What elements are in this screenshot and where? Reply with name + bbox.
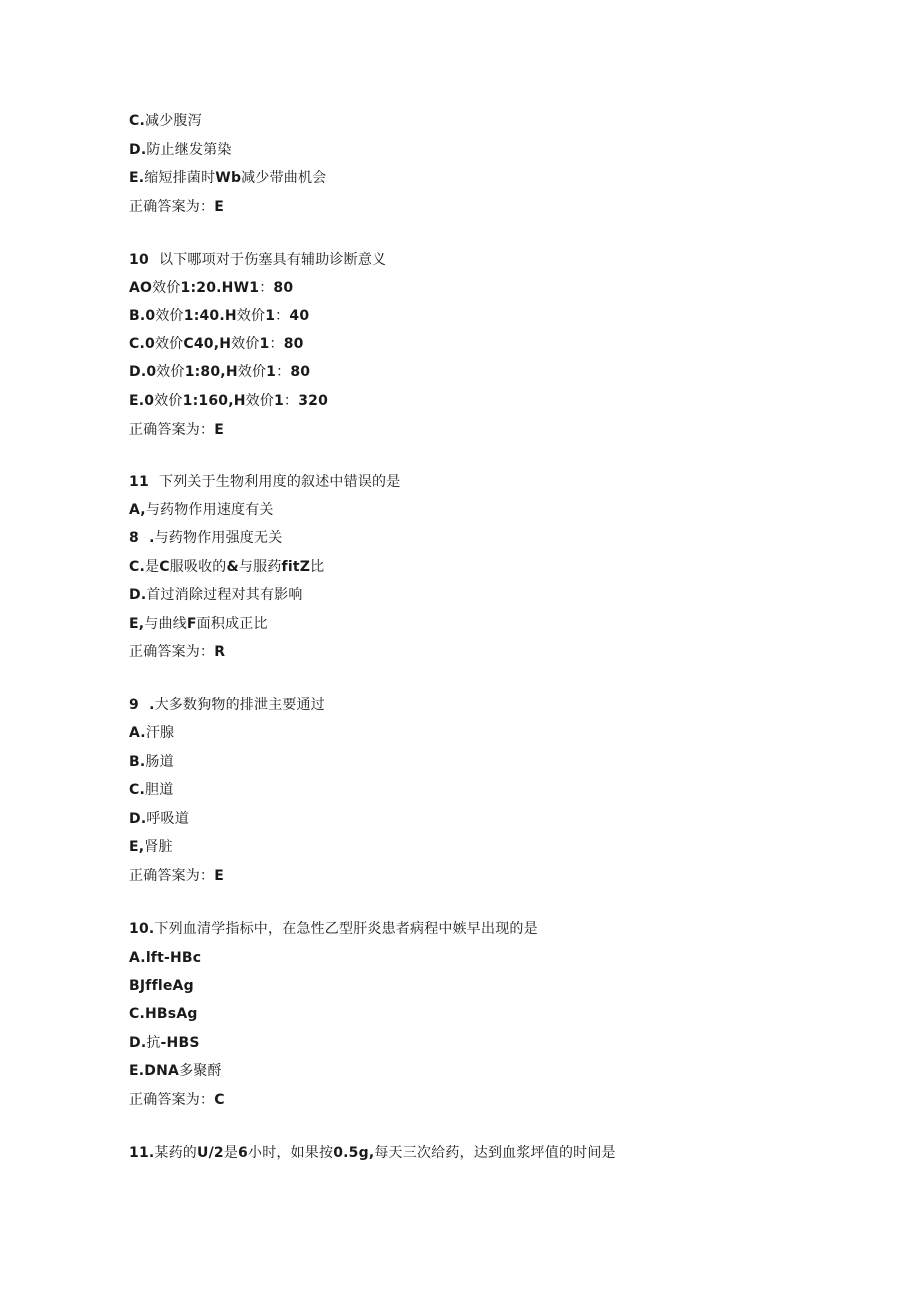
text-segment: Wb bbox=[215, 170, 242, 186]
text-segment: 比 bbox=[310, 559, 325, 575]
option-e bbox=[129, 837, 173, 857]
text-segment: D.0 bbox=[129, 364, 157, 380]
text-segment: BJffleAg bbox=[129, 978, 194, 994]
text-segment: 1:20.HW1 bbox=[180, 280, 260, 296]
text-segment: E bbox=[214, 199, 224, 215]
text-segment: 服吸收的 bbox=[169, 559, 227, 575]
text-segment: A.lft-HBc bbox=[129, 950, 202, 966]
text-segment: 是 bbox=[145, 559, 160, 575]
text-segment: 每天三次给药，达到血浆坪值的时间是 bbox=[374, 1145, 616, 1161]
text-segment: 80 bbox=[273, 280, 294, 296]
question-title bbox=[129, 1143, 616, 1163]
text-segment: 与曲线 bbox=[144, 616, 187, 632]
text-segment: 320 bbox=[298, 393, 329, 409]
text-segment: B.0 bbox=[129, 308, 156, 324]
option-a bbox=[129, 723, 174, 743]
text-segment: A. bbox=[129, 725, 146, 741]
text-segment: F bbox=[186, 616, 197, 632]
text-segment: E, bbox=[129, 616, 145, 632]
option-b bbox=[129, 976, 194, 996]
option-b bbox=[129, 528, 282, 548]
option-e bbox=[129, 391, 328, 411]
option-b bbox=[129, 306, 309, 326]
text-segment: 正确答案为： bbox=[129, 1092, 215, 1108]
answer-line bbox=[129, 197, 224, 217]
text-segment: D. bbox=[129, 811, 147, 827]
text-segment: 是 bbox=[223, 1145, 239, 1161]
text-segment: B. bbox=[129, 754, 146, 770]
text-segment: 正确答案为： bbox=[129, 644, 215, 660]
text-segment: 与服药 bbox=[238, 559, 282, 575]
option-a bbox=[129, 500, 274, 520]
question-title bbox=[129, 695, 325, 715]
text-segment: AO bbox=[129, 280, 153, 296]
text-segment: C.HBsAg bbox=[129, 1006, 198, 1022]
text-segment: C. bbox=[129, 559, 145, 575]
text-segment: ： bbox=[259, 280, 274, 296]
text-segment: 正确答案为： bbox=[129, 422, 215, 438]
text-segment: E bbox=[214, 422, 224, 438]
text-segment: 下列关于生物利用度的叙述中错误的是 bbox=[159, 474, 401, 490]
text-segment: 效价 bbox=[236, 308, 266, 324]
text-segment: 效价 bbox=[156, 364, 185, 380]
option-c bbox=[129, 780, 173, 800]
text-segment: fitZ bbox=[281, 559, 311, 575]
text-segment: 正确答案为： bbox=[129, 199, 215, 215]
text-segment: 40 bbox=[289, 308, 310, 324]
text-segment: ： bbox=[276, 364, 291, 380]
text-segment: 减少腹泻 bbox=[145, 113, 202, 129]
text-segment: 9 . bbox=[129, 697, 155, 713]
text-segment: 1 bbox=[265, 308, 276, 324]
option-d bbox=[129, 809, 189, 829]
question-title bbox=[129, 250, 386, 270]
text-segment: 6 bbox=[238, 1145, 248, 1161]
text-segment: 1 bbox=[266, 364, 277, 380]
option-a bbox=[129, 948, 201, 968]
text-segment: 某药的 bbox=[154, 1145, 198, 1161]
text-segment: 1 bbox=[274, 393, 284, 409]
text-segment: & bbox=[226, 559, 239, 575]
text-segment: 效价 bbox=[231, 336, 260, 352]
text-segment: 小时，如果按 bbox=[248, 1145, 334, 1161]
text-segment: 效价 bbox=[245, 393, 275, 409]
text-segment: E. bbox=[129, 170, 145, 186]
text-segment: E.DNA bbox=[129, 1063, 180, 1079]
option-d bbox=[129, 362, 310, 382]
text-segment: C. bbox=[129, 782, 145, 798]
text-segment: D. bbox=[129, 1035, 147, 1051]
text-segment: 0.5g, bbox=[333, 1145, 375, 1161]
text-segment: 效价 bbox=[155, 308, 184, 324]
text-segment: 下列血清学指标中，在急性乙型肝炎患者病程中嫉早出现的是 bbox=[154, 921, 538, 937]
question-title bbox=[129, 919, 538, 939]
text-segment: E.0 bbox=[129, 393, 155, 409]
option-b bbox=[129, 752, 174, 772]
text-segment: 呼吸道 bbox=[146, 811, 189, 827]
text-segment: 1:40.H bbox=[183, 308, 237, 324]
text-segment: 汗腺 bbox=[145, 725, 175, 741]
text-segment: 效价 bbox=[152, 280, 181, 296]
text-segment: 正确答案为： bbox=[129, 868, 215, 884]
text-segment: 多聚酹 bbox=[179, 1063, 222, 1079]
text-segment: D. bbox=[129, 587, 147, 603]
text-segment: U/2 bbox=[197, 1145, 224, 1161]
text-segment: E, bbox=[129, 839, 145, 855]
answer-line bbox=[129, 642, 225, 662]
text-segment: 面积成正比 bbox=[196, 616, 268, 632]
text-segment: -HBS bbox=[160, 1035, 200, 1051]
option-e bbox=[129, 614, 268, 634]
answer-line bbox=[129, 1090, 225, 1110]
text-segment: 10 bbox=[129, 252, 160, 268]
option-e bbox=[129, 168, 326, 188]
text-segment: 1 bbox=[259, 336, 270, 352]
text-segment: C. bbox=[129, 113, 145, 129]
text-segment: 胆道 bbox=[145, 782, 174, 798]
text-segment: 抗 bbox=[146, 1035, 161, 1051]
answer-line bbox=[129, 420, 224, 440]
text-segment: 效价 bbox=[237, 364, 267, 380]
text-segment: 减少带曲机会 bbox=[241, 170, 327, 186]
answer-line bbox=[129, 866, 224, 886]
text-segment: 8 . bbox=[129, 530, 155, 546]
text-segment: R bbox=[214, 644, 226, 660]
text-segment: 肠道 bbox=[145, 754, 174, 770]
option-c bbox=[129, 1004, 198, 1024]
text-segment: C40,H bbox=[183, 336, 232, 352]
text-segment: 首过消除过程对其有影响 bbox=[146, 587, 303, 603]
text-segment: E bbox=[214, 868, 224, 884]
text-segment: C bbox=[159, 559, 170, 575]
option-c bbox=[129, 334, 304, 354]
text-segment: ： bbox=[269, 336, 284, 352]
text-segment: C.0 bbox=[129, 336, 155, 352]
text-segment: 大多数狗物的排泄主要通过 bbox=[154, 697, 326, 713]
question-title bbox=[129, 472, 400, 492]
option-c bbox=[129, 557, 324, 577]
text-segment: D. bbox=[129, 142, 147, 158]
text-segment: 1:80,H bbox=[184, 364, 238, 380]
text-segment: 以下哪项对于伤塞具有辅助诊断意义 bbox=[159, 252, 387, 268]
text-segment: 11. bbox=[129, 1145, 155, 1161]
text-segment: A, bbox=[129, 502, 146, 518]
text-segment: ： bbox=[275, 308, 290, 324]
text-segment: 肾脏 bbox=[144, 839, 173, 855]
text-segment: 1:160,H bbox=[182, 393, 246, 409]
text-segment: 效价 bbox=[154, 393, 183, 409]
text-segment: 效价 bbox=[154, 336, 184, 352]
option-d bbox=[129, 1033, 200, 1053]
option-d bbox=[129, 585, 303, 605]
text-segment: 与药物作用速度有关 bbox=[145, 502, 274, 518]
option-e bbox=[129, 1061, 222, 1081]
option-c bbox=[129, 111, 202, 131]
text-segment: 缩短排菌时 bbox=[144, 170, 216, 186]
option-d bbox=[129, 140, 232, 160]
text-segment: 80 bbox=[290, 364, 311, 380]
text-segment: 10. bbox=[129, 921, 155, 937]
text-segment: 80 bbox=[283, 336, 304, 352]
text-segment: 与药物作用强度无关 bbox=[154, 530, 283, 546]
text-segment: 防止继发第染 bbox=[146, 142, 232, 158]
text-segment: C bbox=[214, 1092, 225, 1108]
text-segment: 11 bbox=[129, 474, 160, 490]
option-a bbox=[129, 278, 293, 298]
text-segment: ： bbox=[284, 393, 299, 409]
